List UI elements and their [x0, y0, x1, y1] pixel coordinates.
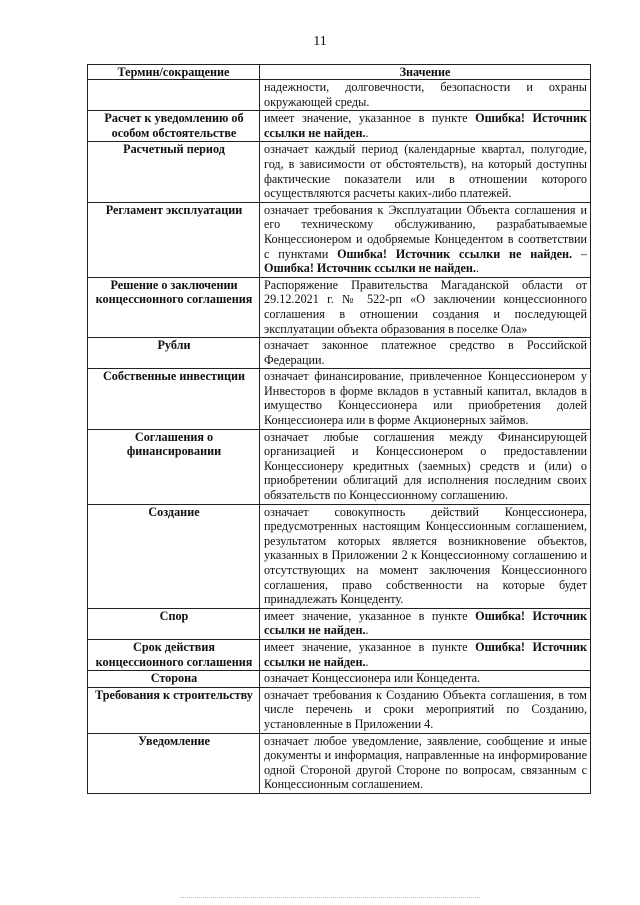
definition-cell — [260, 687, 591, 733]
error-reference-text: Ошибка! Источник ссылки не найден. — [337, 246, 573, 261]
term-cell: Сторона — [88, 671, 260, 688]
term-cell: Собственные инвестиции — [88, 369, 260, 429]
table-row — [88, 639, 591, 670]
header-value: Значение — [260, 65, 591, 80]
error-reference-text: Ошибка! Источник ссылки не найден. — [264, 639, 587, 669]
definition-text: означает требования к Эксплуатации Объекта соглашения и его техническому обслуживанию, разрабатываемые Концессионером и одобряемые Концедентом в соответствии с пунктами — [264, 202, 587, 261]
table-row — [88, 338, 591, 369]
table-row — [88, 671, 591, 688]
definition-text: . — [475, 261, 479, 276]
definition-cell — [260, 338, 591, 369]
definition-text: означает законное платежное средство в Российской Федерации. — [264, 338, 587, 367]
definition-text: означает любое уведомление, заявление, сообщение и иные документы и информация, направленные на информирование одной Стороной другой Стороне по вопросам, связанным с Концессионным соглашением. — [264, 733, 587, 792]
term-cell: Рубли — [88, 338, 260, 369]
table-header-row — [88, 65, 591, 80]
definition-cell — [260, 733, 591, 793]
definition-cell — [260, 277, 591, 337]
term-cell — [88, 80, 260, 111]
definition-text: имеет значение, указанное в пункте — [264, 639, 476, 654]
definition-text: означает совокупность действий Концессионера, предусмотренных настоящим Концессионным соглашением, результатом которых является возникновение объектов, указанных в Приложении 2 к Концессионному соглашению и отсутствующих на момент заключения Концессионного соглашения, право собственности на которые будет принадлежать Концеденту. — [264, 504, 587, 607]
definition-text: означает каждый период (календарные квартал, полугодие, год, в зависимости от обстоятельств), на который доступны фактические показатели или в отношении которого осуществляются расчеты каких-либо платежей. — [264, 142, 587, 201]
definition-cell — [260, 671, 591, 688]
definition-text: имеет значение, указанное в пункте — [264, 608, 476, 623]
table-row — [88, 277, 591, 337]
definition-cell — [260, 429, 591, 504]
term-cell: Расчет к уведомлению об особом обстоятельстве — [88, 111, 260, 142]
error-reference-text: Ошибка! Источник ссылки не найден. — [264, 111, 587, 140]
table-row — [88, 142, 591, 202]
term-cell: Решение о заключении концессионного соглашения — [88, 277, 260, 337]
term-cell: Регламент эксплуатации — [88, 202, 260, 277]
term-cell: Соглашения о финансировании — [88, 429, 260, 504]
page-number: 11 — [313, 34, 327, 49]
definition-cell — [260, 80, 591, 111]
table-row — [88, 202, 591, 277]
term-cell: Расчетный период — [88, 142, 260, 202]
table-row — [88, 733, 591, 793]
definition-text: означает любые соглашения между Финансирующей организацией и Концессионером о предоставлении Концессионеру кредитных (заемных) средств и (или) о приобретении облигаций для исполнения последним своих обязательств по Концессионному соглашению. — [264, 429, 587, 503]
definition-cell — [260, 202, 591, 277]
definition-cell — [260, 504, 591, 608]
table-row — [88, 429, 591, 504]
error-reference-text: Ошибка! Источник ссылки не найден. — [264, 608, 587, 638]
definition-cell — [260, 142, 591, 202]
table-row — [88, 80, 591, 111]
definition-text: Распоряжение Правительства Магаданской области от 29.12.2021 г. № 522-рп «О заключении концессионного соглашения в отношении создания и последующей эксплуатации объекта образования в поселке Ола» — [264, 277, 587, 336]
definition-cell — [260, 639, 591, 670]
definition-text: означает финансирование, привлеченное Концессионером у Инвесторов в форме вкладов в уставный капитал, вкладов в имущество Концессионера или приобретения долей Концессионера или в форме Акционерных займов. — [264, 369, 587, 428]
error-reference-text: Ошибка! Источник ссылки не найден. — [264, 261, 476, 276]
terms-table — [87, 64, 591, 794]
term-cell: Уведомление — [88, 733, 260, 793]
table-row — [88, 111, 591, 142]
definition-cell — [260, 608, 591, 639]
header-term: Термин/сокращение — [88, 65, 260, 80]
definition-text: . — [365, 654, 369, 669]
definition-text: означает Концессионера или Концедента. — [264, 671, 481, 686]
table-row — [88, 369, 591, 429]
definition-cell — [260, 369, 591, 429]
term-cell: Срок действия концессионного соглашения — [88, 639, 260, 670]
definition-text: – — [572, 246, 587, 261]
term-cell: Требования к строительству — [88, 687, 260, 733]
table-row — [88, 504, 591, 608]
table-row — [88, 687, 591, 733]
definition-text: означает требования к Созданию Объекта соглашения, в том числе перечень и сроки мероприятий по Созданию, установленные в Приложении 4. — [264, 687, 587, 731]
footer-scan-mark — [180, 897, 480, 899]
term-cell: Создание — [88, 504, 260, 608]
definition-cell — [260, 111, 591, 142]
terms-body — [88, 80, 591, 794]
term-cell: Спор — [88, 608, 260, 639]
definition-text: имеет значение, указанное в пункте — [264, 111, 476, 126]
definition-text: . — [365, 125, 369, 140]
table-row — [88, 608, 591, 639]
definition-text: надежности, долговечности, безопасности и охраны окружающей среды. — [264, 80, 587, 109]
definition-text: . — [365, 623, 369, 638]
